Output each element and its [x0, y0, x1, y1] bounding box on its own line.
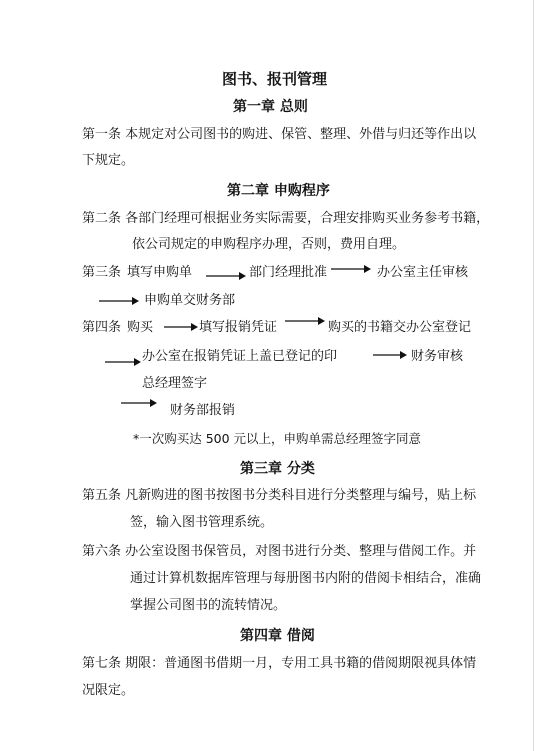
chapter-1-heading: 第一章 总则 — [233, 99, 308, 115]
article-4-step-1: 购买 — [127, 320, 154, 335]
flow-arrow — [98, 295, 140, 307]
document-title: 图书、报刊管理 — [222, 70, 328, 88]
article-4-step-3: 购买的书籍交办公室登记 — [328, 320, 472, 335]
article-1-line-1: 第一条 本规定对公司图书的购进、保管、整理、外借与归还等作出以 — [82, 127, 477, 142]
article-4-step-6: 总经理签字 — [142, 376, 208, 391]
flow-arrow — [163, 321, 199, 333]
article-4-step-5: 财务审核 — [411, 349, 464, 364]
article-4-step-7: 财务部报销 — [170, 403, 236, 418]
chapter-4-heading: 第四章 借阅 — [240, 628, 315, 644]
flow-arrow — [104, 356, 142, 368]
article-3-label: 第三条 — [82, 265, 122, 280]
article-7-line-1: 第七条 期限：普通图书借期一月，专用工具书籍的借阅期限视具体情 — [82, 656, 477, 671]
flow-arrow — [120, 397, 158, 409]
article-3-step-1: 填写申购单 — [127, 265, 193, 280]
article-6-line-1: 第六条 办公室设图书保管员，对图书进行分类、整理与借阅工作。并 — [82, 544, 477, 559]
article-1-line-2: 下规定。 — [82, 153, 135, 168]
flow-arrow — [284, 315, 326, 327]
article-6-line-2: 通过计算机数据库管理与每册图书内附的借阅卡相结合，准确 — [130, 571, 482, 586]
article-4-step-2: 填写报销凭证 — [199, 320, 278, 335]
flow-arrow — [330, 263, 372, 275]
article-3-step-4: 申购单交财务部 — [144, 293, 236, 308]
article-4-step-4: 办公室在报销凭证上盖已登记的印 — [142, 349, 338, 364]
chapter-2-heading: 第二章 申购程序 — [227, 183, 330, 199]
article-2-line-2: 依公司规定的申购程序办理，否则，费用自理。 — [132, 237, 406, 252]
article-6-line-3: 掌握公司图书的流转情况。 — [130, 598, 287, 613]
article-3-step-2: 部门经理批准 — [249, 265, 328, 280]
chapter-3-heading: 第三章 分类 — [240, 461, 315, 477]
article-7-line-2: 况限定。 — [82, 683, 135, 698]
article-2-line-1: 第二条 各部门经理可根据业务实际需要，合理安排购买业务参考书籍， — [82, 211, 490, 226]
article-4-note: *一次购买达 500 元以上，申购单需总经理签字同意 — [133, 431, 422, 446]
flow-arrow — [372, 349, 408, 361]
article-3-step-3: 办公室主任审核 — [377, 265, 469, 280]
article-5-line-1: 第五条 凡新购进的图书按图书分类科目进行分类整理与编号，贴上标 — [82, 488, 477, 503]
flow-arrow — [205, 270, 247, 282]
article-5-line-2: 签，输入图书管理系统。 — [130, 515, 274, 530]
article-4-label: 第四条 — [82, 320, 122, 335]
